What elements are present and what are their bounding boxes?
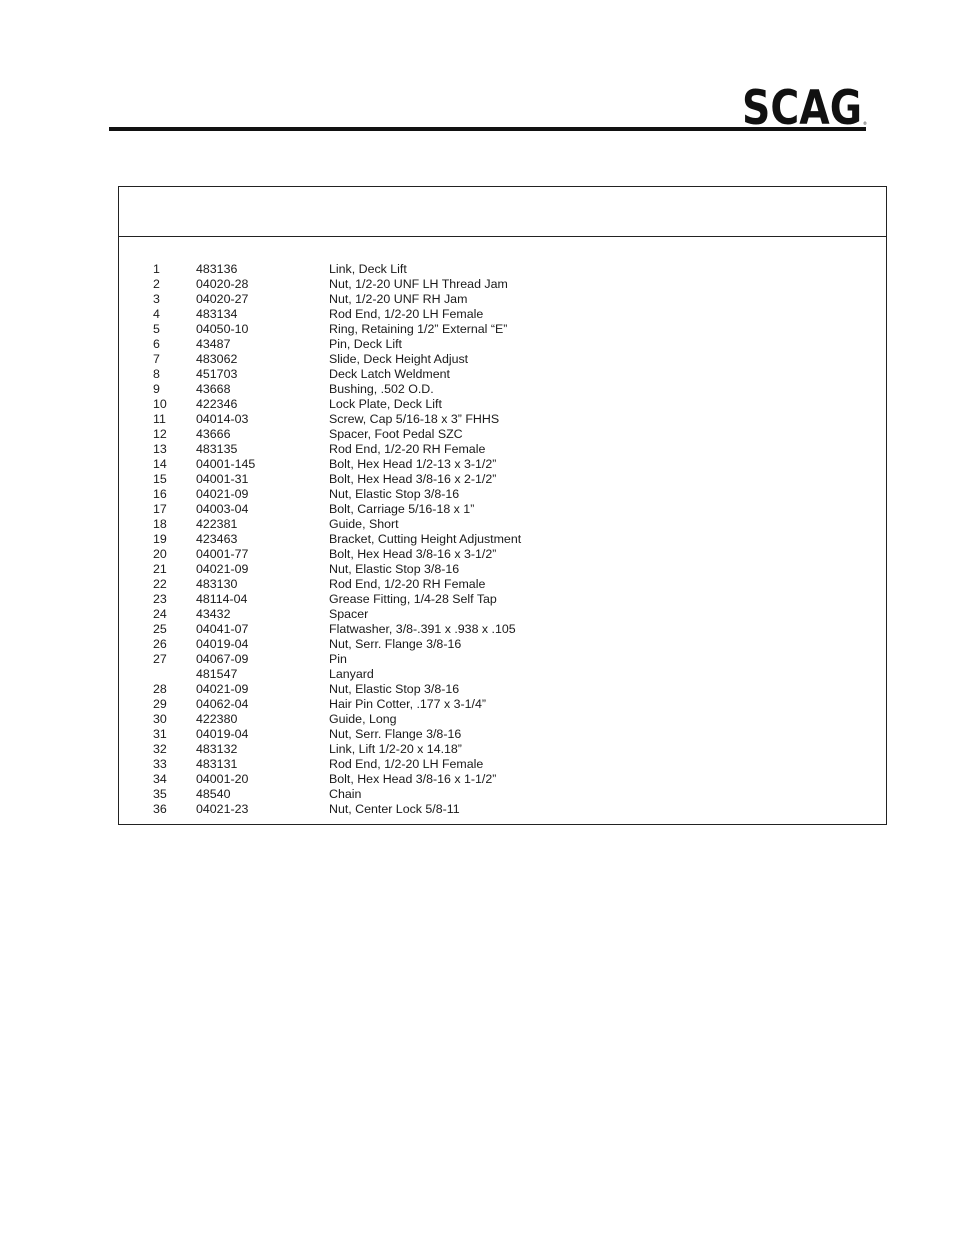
- parts-row: [119, 307, 886, 322]
- ref-number: 22: [153, 577, 167, 591]
- ref-number: 15: [153, 472, 167, 486]
- parts-list: [119, 262, 886, 817]
- parts-row: [119, 487, 886, 502]
- part-description: Nut, Serr. Flange 3/8-16: [329, 727, 462, 741]
- part-number: 04050-10: [196, 322, 249, 336]
- ref-number: 7: [153, 352, 160, 366]
- part-description: Guide, Short: [329, 517, 399, 531]
- ref-number: 13: [153, 442, 167, 456]
- part-description: Rod End, 1/2-20 LH Female: [329, 757, 484, 771]
- parts-row: [119, 577, 886, 592]
- part-number: 423463: [196, 532, 238, 546]
- part-number: 04020-27: [196, 292, 249, 306]
- parts-row: [119, 652, 886, 667]
- ref-number: 29: [153, 697, 167, 711]
- part-description: Rod End, 1/2-20 RH Female: [329, 577, 486, 591]
- part-number: 483136: [196, 262, 238, 276]
- part-description: Nut, 1/2-20 UNF RH Jam: [329, 292, 468, 306]
- part-number: 483134: [196, 307, 238, 321]
- part-number: 483135: [196, 442, 238, 456]
- part-number: 483062: [196, 352, 238, 366]
- part-description: Pin: [329, 652, 347, 666]
- svg-text:®: ®: [863, 121, 867, 126]
- parts-row: [119, 472, 886, 487]
- part-number: 48114-04: [196, 592, 248, 606]
- parts-row: [119, 772, 886, 787]
- ref-number: 25: [153, 622, 167, 636]
- part-number: 04021-09: [196, 562, 249, 576]
- parts-row: [119, 712, 886, 727]
- part-description: Spacer: [329, 607, 369, 621]
- part-description: Bolt, Hex Head 3/8-16 x 3-1/2”: [329, 547, 497, 561]
- parts-row: [119, 367, 886, 382]
- part-number: 04021-09: [196, 682, 249, 696]
- part-description: Lock Plate, Deck Lift: [329, 397, 442, 411]
- parts-row: [119, 757, 886, 772]
- part-description: Nut, Elastic Stop 3/8-16: [329, 682, 460, 696]
- ref-number: 11: [153, 412, 166, 426]
- part-description: Link, Lift 1/2-20 x 14.18”: [329, 742, 462, 756]
- ref-number: 23: [153, 592, 167, 606]
- part-number: 04041-07: [196, 622, 249, 636]
- part-number: 04003-04: [196, 502, 249, 516]
- part-number: 483130: [196, 577, 238, 591]
- part-number: 422346: [196, 397, 238, 411]
- part-description: Nut, Elastic Stop 3/8-16: [329, 487, 460, 501]
- part-description: Flatwasher, 3/8-.391 x .938 x .105: [329, 622, 516, 636]
- ref-number: 18: [153, 517, 167, 531]
- ref-number: 16: [153, 487, 167, 501]
- parts-row: [119, 517, 886, 532]
- parts-row: [119, 802, 886, 817]
- part-description: Nut, Serr. Flange 3/8-16: [329, 637, 462, 651]
- part-description: Screw, Cap 5/16-18 x 3” FHHS: [329, 412, 500, 426]
- part-description: Bolt, Carriage 5/16-18 x 1”: [329, 502, 475, 516]
- ref-number: 32: [153, 742, 167, 756]
- part-description: Nut, Center Lock 5/8-11: [329, 802, 460, 816]
- parts-table: [118, 186, 887, 825]
- ref-number: 5: [153, 322, 160, 336]
- part-description: Nut, Elastic Stop 3/8-16: [329, 562, 460, 576]
- parts-row: [119, 787, 886, 802]
- part-number: 43487: [196, 337, 231, 351]
- parts-row: [119, 442, 886, 457]
- ref-number: 34: [153, 772, 167, 786]
- parts-row: [119, 592, 886, 607]
- part-description: Nut, 1/2-20 UNF LH Thread Jam: [329, 277, 508, 291]
- part-description: Spacer, Foot Pedal SZC: [329, 427, 463, 441]
- parts-row: [119, 262, 886, 277]
- part-description: Rod End, 1/2-20 LH Female: [329, 307, 484, 321]
- part-number: 422380: [196, 712, 238, 726]
- part-number: 43666: [196, 427, 231, 441]
- parts-row: [119, 532, 886, 547]
- parts-row: [119, 457, 886, 472]
- part-number: 04020-28: [196, 277, 249, 291]
- parts-row: [119, 412, 886, 427]
- parts-row: [119, 622, 886, 637]
- ref-number: 28: [153, 682, 167, 696]
- part-number: 04001-20: [196, 772, 249, 786]
- ref-number: 20: [153, 547, 167, 561]
- part-number: 422381: [196, 517, 238, 531]
- part-description: Chain: [329, 787, 362, 801]
- part-number: 04067-09: [196, 652, 249, 666]
- part-description: Bushing, .502 O.D.: [329, 382, 434, 396]
- parts-row: [119, 502, 886, 517]
- ref-number: 9: [153, 382, 160, 396]
- parts-table-header: [119, 187, 886, 237]
- part-number: 04019-04: [196, 637, 249, 651]
- parts-row: [119, 607, 886, 622]
- part-number: 04001-31: [196, 472, 249, 486]
- part-number: 04021-09: [196, 487, 249, 501]
- parts-row: [119, 397, 886, 412]
- parts-row: [119, 637, 886, 652]
- ref-number: 24: [153, 607, 167, 621]
- part-number: 451703: [196, 367, 238, 381]
- parts-row: [119, 277, 886, 292]
- part-number: 43432: [196, 607, 231, 621]
- part-description: Ring, Retaining 1/2” External “E”: [329, 322, 508, 336]
- ref-number: 26: [153, 637, 167, 651]
- parts-row: [119, 382, 886, 397]
- ref-number: 36: [153, 802, 167, 816]
- parts-row: [119, 547, 886, 562]
- ref-number: 21: [153, 562, 167, 576]
- part-number: 04019-04: [196, 727, 249, 741]
- ref-number: 35: [153, 787, 167, 801]
- parts-row: [119, 697, 886, 712]
- ref-number: 14: [153, 457, 167, 471]
- parts-row: [119, 292, 886, 307]
- ref-number: 8: [153, 367, 160, 381]
- part-description: Pin, Deck Lift: [329, 337, 402, 351]
- ref-number: 33: [153, 757, 167, 771]
- part-number: 481547: [196, 667, 238, 681]
- part-description: Bracket, Cutting Height Adjustment: [329, 532, 522, 546]
- ref-number: 12: [153, 427, 167, 441]
- part-description: Lanyard: [329, 667, 374, 681]
- ref-number: 3: [153, 292, 160, 306]
- ref-number: 10: [153, 397, 167, 411]
- ref-number: 2: [153, 277, 160, 291]
- part-number: 483132: [196, 742, 238, 756]
- parts-row: [119, 322, 886, 337]
- ref-number: 27: [153, 652, 167, 666]
- parts-row: [119, 682, 886, 697]
- ref-number: 17: [153, 502, 167, 516]
- part-description: Hair Pin Cotter, .177 x 3-1/4”: [329, 697, 487, 711]
- part-description: Rod End, 1/2-20 RH Female: [329, 442, 486, 456]
- part-description: Deck Latch Weldment: [329, 367, 450, 381]
- ref-number: 31: [153, 727, 167, 741]
- svg-text:SCAG: SCAG: [742, 86, 862, 126]
- parts-row: [119, 352, 886, 367]
- part-number: 04062-04: [196, 697, 249, 711]
- part-number: 04001-77: [196, 547, 249, 561]
- part-number: 43668: [196, 382, 231, 396]
- ref-number: 1: [153, 262, 160, 276]
- ref-number: 30: [153, 712, 167, 726]
- part-description: Bolt, Hex Head 3/8-16 x 2-1/2”: [329, 472, 497, 486]
- part-description: Slide, Deck Height Adjust: [329, 352, 469, 366]
- parts-row: [119, 727, 886, 742]
- ref-number: 4: [153, 307, 160, 321]
- part-description: Bolt, Hex Head 1/2-13 x 3-1/2”: [329, 457, 497, 471]
- part-description: Bolt, Hex Head 3/8-16 x 1-1/2”: [329, 772, 497, 786]
- parts-row: [119, 337, 886, 352]
- part-description: Guide, Long: [329, 712, 397, 726]
- part-number: 483131: [196, 757, 238, 771]
- parts-row: [119, 427, 886, 442]
- ref-number: 19: [153, 532, 167, 546]
- part-description: Grease Fitting, 1/4-28 Self Tap: [329, 592, 497, 606]
- part-number: 04014-03: [196, 412, 249, 426]
- parts-row: [119, 742, 886, 757]
- part-description: Link, Deck Lift: [329, 262, 407, 276]
- scag-logo: [742, 86, 868, 126]
- parts-row: [119, 667, 886, 682]
- parts-row: [119, 562, 886, 577]
- ref-number: 6: [153, 337, 160, 351]
- part-number: 04001-145: [196, 457, 256, 471]
- header-rule: [109, 127, 866, 131]
- part-number: 48540: [196, 787, 231, 801]
- part-number: 04021-23: [196, 802, 249, 816]
